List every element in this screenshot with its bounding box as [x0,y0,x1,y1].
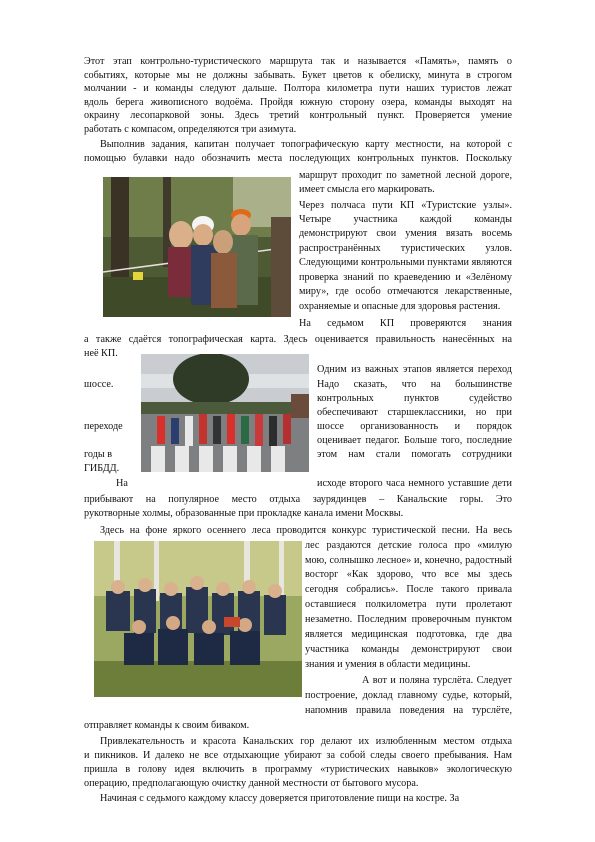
text-line: рукотворные холмы, образованные при прокладке канала имени Москвы. [84,508,404,519]
text-line: Этот этап контрольно-туристического маршрута так и называется «Память», память о [84,56,512,67]
text-line: Выполнив задания, капитан получает топографическую карту местности, на которой с [100,139,512,150]
text-line: событиях, которые мы не должны забывать. Букет цветов к обелиску, минута в строгом [84,70,512,81]
text-line: напомнив правила поведения на турслёте, [305,705,512,716]
text-line: шоссе. [84,379,114,390]
text-line: этом нам стали помогать сотрудники [317,449,512,460]
text-line: маршрут проходит по заметной лесной дороге, [299,170,512,181]
text-line: пришла в голову идея включить в программу «туристических навыков» экологическую [84,764,512,775]
text-line: шоссе организованность и порядок [317,421,512,432]
text-line: миру», где особо отмечаются лекарственные, [299,286,512,297]
text-line: вдоль берега живописного водоёма. Пройдя южную сторону озера, команды выходят на [84,97,512,108]
text-line: лес раздаются детские голоса про «милую [305,540,512,551]
text-line: годы в [84,449,113,460]
text-line: Одним из важных этапов является переход [317,364,512,375]
text-line: охраняемые и опасные для здоровья растения. [299,301,501,312]
text-line: Надо сказать, что на большинстве [317,379,512,390]
text-line: Через полчаса пути КП «Туристские узлы». [299,200,512,211]
text-line: мою, солнышко лесное» и, конечно, радостный [305,555,512,566]
text-line: а также сдаётся топографическая карта. Здесь оценивается правильность нанесённых на [84,334,512,345]
text-line: контрольных пунктов судейство [317,393,512,404]
text-line: оставшиеся полкилометра пути пролетают [305,599,512,610]
text-line: Следующими контрольными пунктами являются [299,257,512,268]
text-line: переходе [84,421,123,432]
text-line: Начиная с седьмого каждому классу доверяется приготовление пищи на костре. За [100,793,460,804]
text-line: окраину лесопарковой зоны. Здесь третий контрольный пункт. Проверяется умение [84,110,512,121]
text-line: прибывают на популярное место отдыха заурядинцев – Канальские горы. Это [84,494,512,505]
text-line: работать с компасом, определяются три азимута. [84,124,297,135]
text-line: помощью булавки надо обозначить места последующих контрольных пунктов. Поскольку [84,153,512,164]
text-line: демонстрируют свои умения вязать восемь [299,228,512,239]
text-line: исходе второго часа немного уставшие дети [317,478,512,489]
text-line: А вот и поляна турслёта. Следует [362,675,512,686]
text-line: участника команды демонстрируют свои [305,644,512,655]
text-line: ГИБДД. [84,463,120,474]
text-line: и пикников. И далеко не все отдыхающие убирают за собой следы своего пребывания. Нам [84,750,512,761]
photo-knot-tying [103,177,291,317]
text-line: восторг «Как здорово, что все мы здесь [305,569,512,580]
text-line: обеспечивают старшеклассники, но при [317,407,512,418]
text-line: Здесь на фоне яркого осеннего леса проводится конкурс туристической песни. На весь [100,525,512,536]
text-line: распространённых туристических узлов. [299,243,512,254]
text-line: неё КП. [84,348,118,359]
text-line: сегодня собрались». После такого привала [305,584,512,595]
text-line: имеет смысла его маркировать. [299,184,435,195]
text-line: незаметно. Последним проверочным пунктом [305,614,512,625]
text-line: знания и умения в области медицины. [305,659,471,670]
text-line: отправляет команды к своим биваком. [84,720,250,731]
photo-group-forest [94,541,302,697]
text-line: операцию, предполагающую очистку данной местности от бытового мусора. [84,778,419,789]
text-line: оценивает педагог. Больше того, последние [317,435,512,446]
text-line: Привлекательность и красота Канальских гор делают их излюбленным местом отдыха [100,736,512,747]
text-line: молчании - и команды следуют дальше. Полтора километра пути наших туристов лежат [84,83,512,94]
text-line: построение, доклад главному судье, который, [305,690,512,701]
text-line: На седьмом КП проверяются знания [299,318,512,329]
text-line: На [116,478,128,489]
text-line: проверка знаний по краеведению и «Зелёному [299,272,512,283]
photo-road-crossing [141,354,309,472]
text-line: является медицинская подготовка, где два [305,629,512,640]
text-line: Четыре участника каждой команды [299,214,512,225]
